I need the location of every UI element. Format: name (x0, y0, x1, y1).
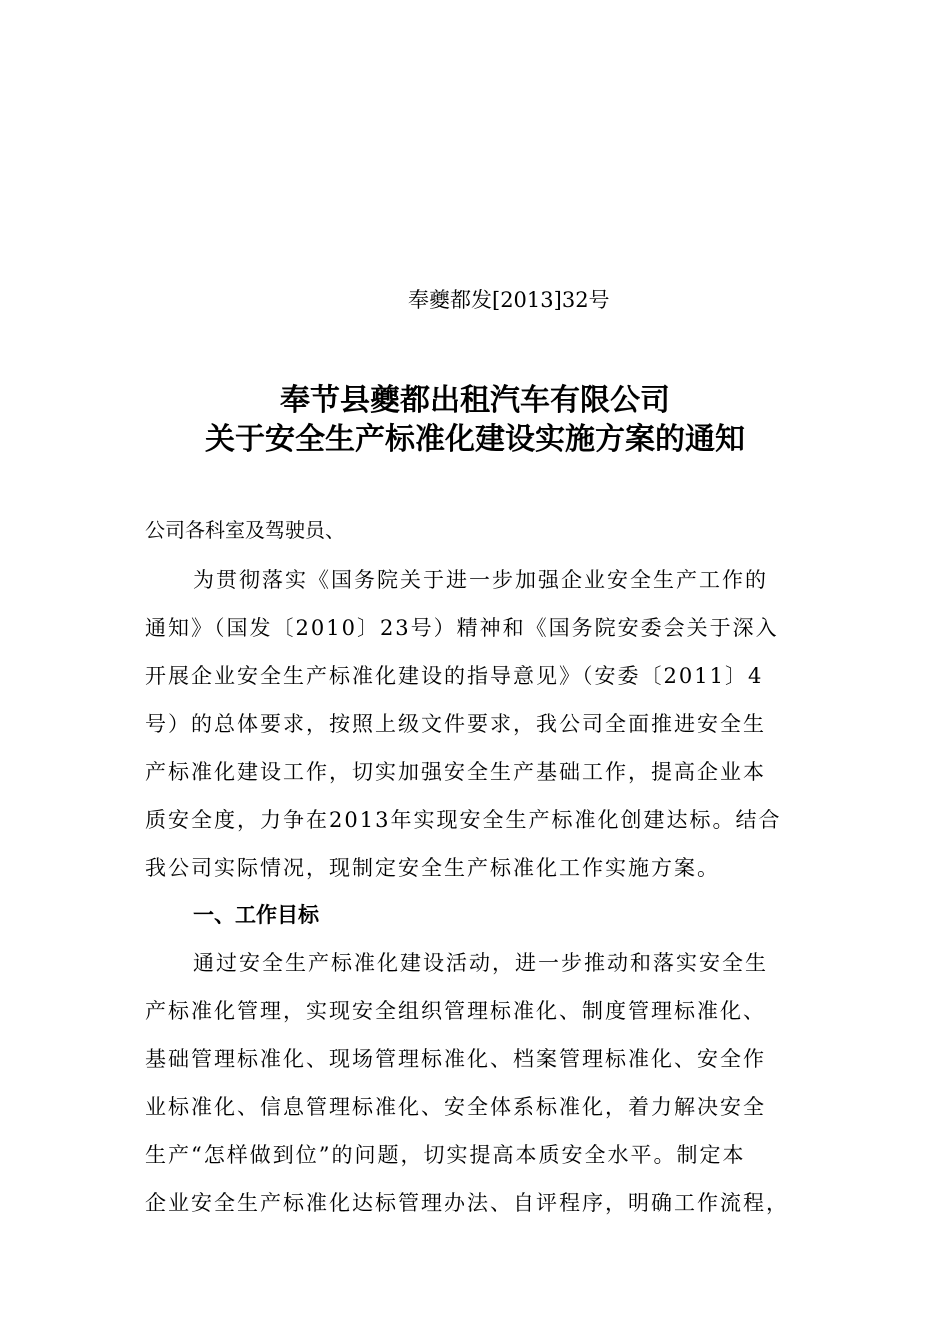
salutation: 公司各科室及驾驶员、 (145, 518, 345, 542)
paragraph-line: 我公司实际情况，现制定安全生产标准化工作实施方案。 (145, 856, 720, 880)
paragraph-line: 产标准化建设工作，切实加强安全生产基础工作，提高企业本 (145, 760, 766, 784)
section-heading: 一、工作目标 (193, 903, 319, 927)
paragraph-line: 基础管理标准化、现场管理标准化、档案管理标准化、安全作 (145, 1047, 766, 1071)
paragraph-line: 产标准化管理，实现安全组织管理标准化、制度管理标准化、 (145, 999, 766, 1023)
paragraph-line: 业标准化、信息管理标准化、安全体系标准化，着力解决安全 (145, 1095, 766, 1119)
paragraph-line: 开展企业安全生产标准化建设的指导意见》（安委〔2011〕4 (145, 664, 764, 688)
paragraph-line: 通知》（国发〔2010〕23号）精神和《国务院安委会关于深入 (145, 616, 779, 640)
title-line-2: 关于安全生产标准化建设实施方案的通知 (205, 422, 745, 457)
paragraph-line: 质安全度，力争在2013年实现安全生产标准化创建达标。结合 (145, 808, 782, 832)
doc-number: 奉夔都发[2013]32号 (408, 288, 610, 312)
paragraph-line: 通过安全生产标准化建设活动，进一步推动和落实安全生 (193, 951, 768, 975)
paragraph-line: 生产“怎样做到位”的问题，切实提高本质安全水平。制定本 (145, 1143, 746, 1167)
title-line-1: 奉节县夔都出租汽车有限公司 (280, 383, 670, 418)
paragraph-line: 企业安全生产标准化达标管理办法、自评程序，明确工作流程， (145, 1191, 789, 1215)
paragraph-line: 为贯彻落实《国务院关于进一步加强企业安全生产工作的 (193, 568, 768, 592)
paragraph-line: 号）的总体要求，按照上级文件要求，我公司全面推进安全生 (145, 712, 766, 736)
